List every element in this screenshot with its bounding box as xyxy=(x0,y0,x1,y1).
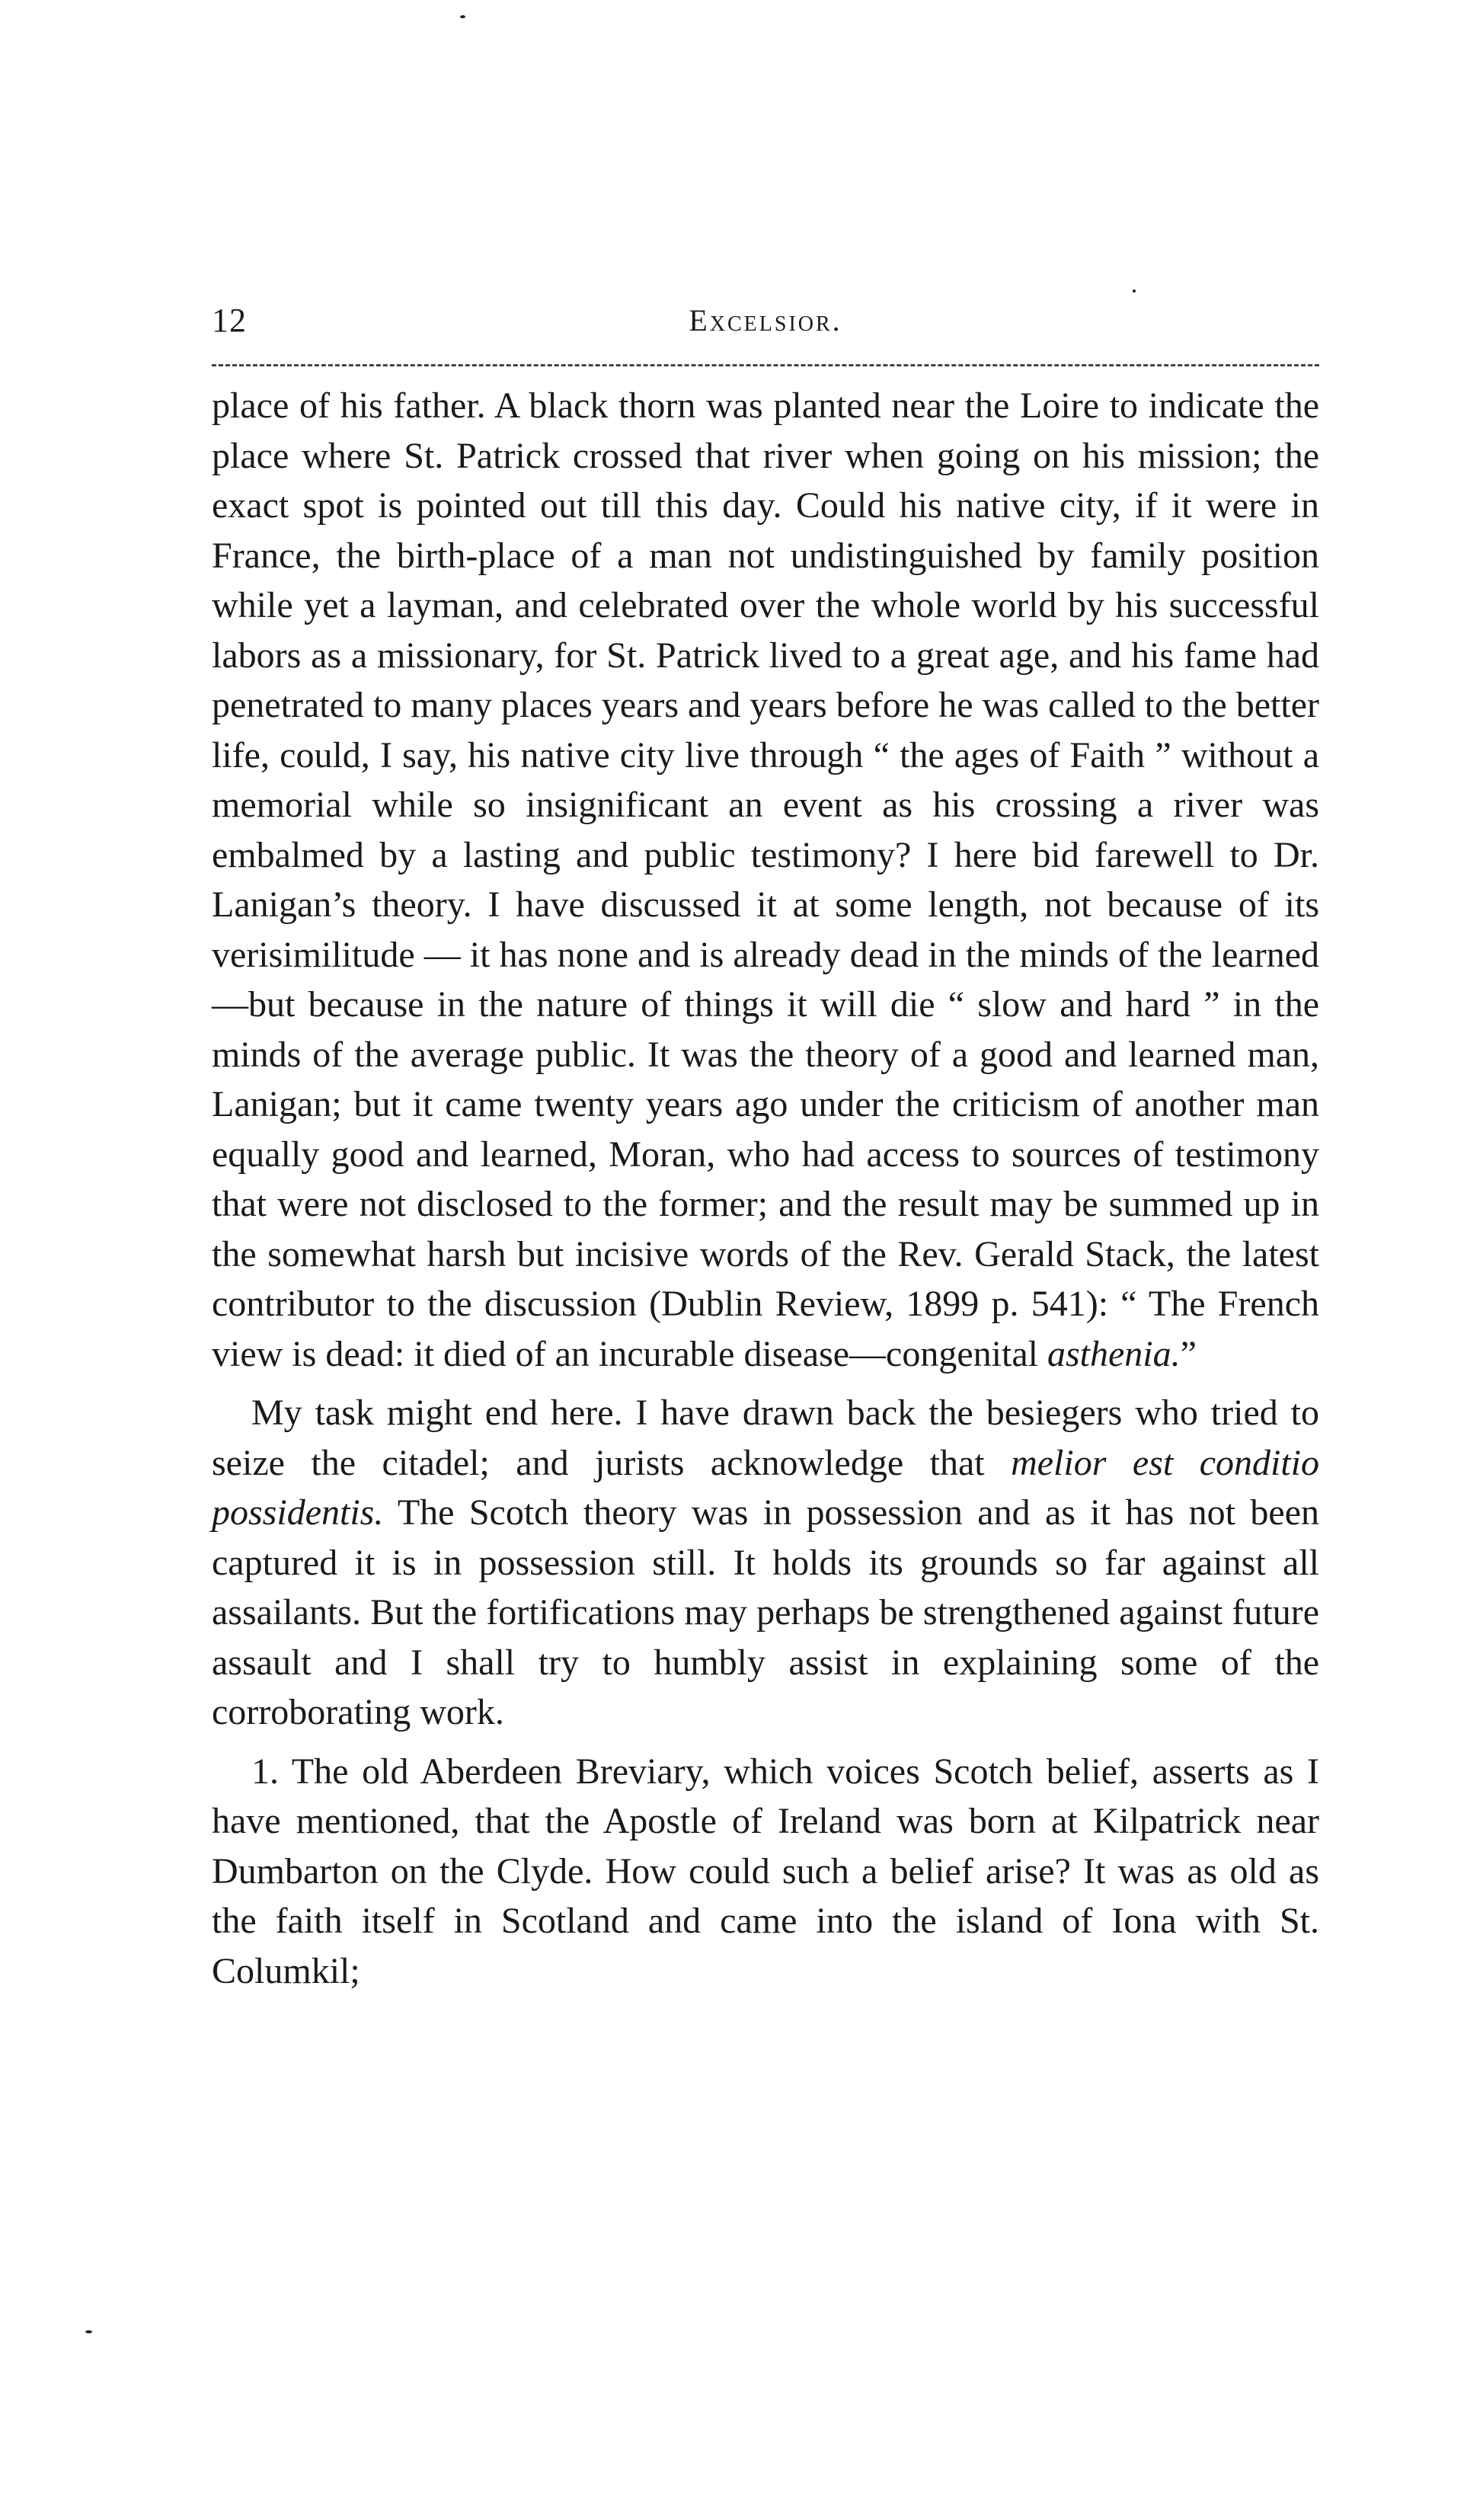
header-rule xyxy=(212,364,1319,366)
text-run: The Scotch theory was in possession and as it has not been captured it is in possession still. It holds its grounds so far against all assailants. But the fortifications may perhaps be strengthened against future assault and I shall try to humbly assist in explaining some of the corroborating work. xyxy=(212,1492,1319,1732)
paragraph xyxy=(212,381,1319,1379)
text-run: My task might end here. I have drawn back the besiegers who tried to seize the citadel; and jurists acknowledge that xyxy=(212,1393,1319,1483)
paragraph xyxy=(212,1388,1319,1738)
italic-text-run: asthenia. xyxy=(1047,1333,1181,1374)
text-run: place of his father. A black thorn was planted near the Loire to indicate the place where St. Patrick crossed that river when going on his mission; the exact spot is pointed out till this day. Could his native city, if it were in France, the birth-place of a man not undistinguished by family position while yet a layman, and celebrated over the whole world by his successful labors as a missionary, for St. Patrick lived to a great age, and his fame had penetrated to many places years and years before he was called to the better life, could, I say, his native city live through “ the ages of Faith ” without a memorial while so insignificant an event as his crossing a river was embalmed by a lasting and public testimony? I here bid farewell to Dr. Lanigan’s theory. I have discussed it at some length, not because of its verisimilitude — it has none and is already dead in the minds of the learned—but because in the nature of things it will die “ slow and hard ” in the minds of the average public. It was the theory of a good and learned man, Lanigan; but it came twenty years ago under the criticism of another man equally good and learned, Moran, who had access to sources of testimony that were not disclosed to the former; and the result may be summed up in the somewhat harsh but incisive words of the Rev. Gerald Stack, the latest contributor to the discussion (Dublin Review, 1899 p. 541): “ The French view is dead: it died of an incurable disease—congenital xyxy=(212,385,1319,1374)
text-run: ” xyxy=(1180,1333,1197,1374)
body-text xyxy=(212,381,1319,1996)
ink-speck xyxy=(460,15,465,18)
text-run: 1. The old Aberdeen Breviary, which voices Scotch belief, asserts as I have mentioned, that the Apostle of Ireland was born at Kilpatrick near Dumbarton on the Clyde. How could such a belief arise? It was as old as the faith itself in Scotland and came into the island of Iona with St. Columkil; xyxy=(212,1751,1319,1991)
page-number: 12 xyxy=(212,302,247,339)
italic-text-run: melior est conditio possidentis. xyxy=(212,1442,1319,1533)
running-title: Excelsior. xyxy=(689,303,842,337)
ink-speck xyxy=(85,2330,92,2333)
ink-speck xyxy=(1133,289,1136,293)
running-head xyxy=(212,299,1319,343)
paragraph xyxy=(212,1747,1319,1997)
